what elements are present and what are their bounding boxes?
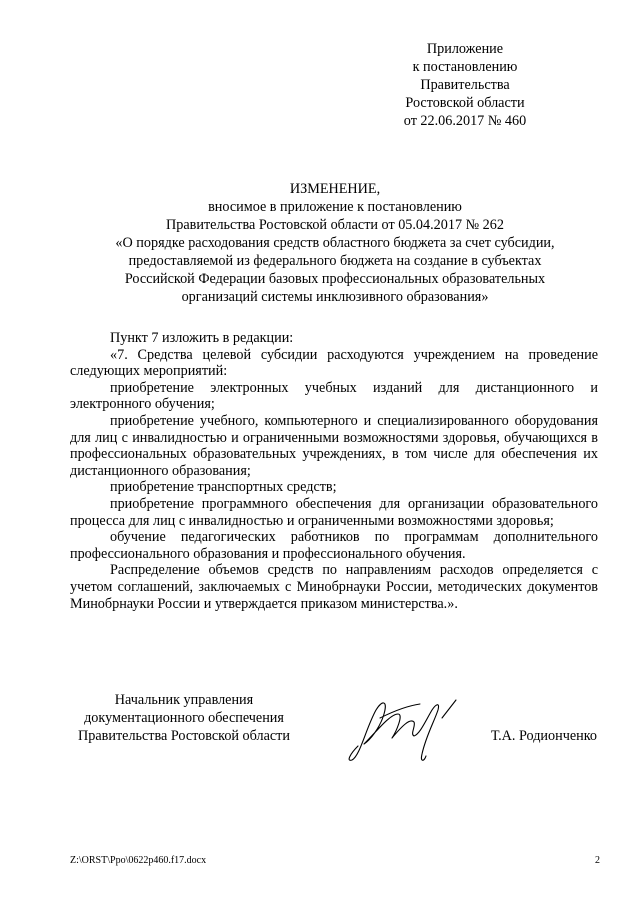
handwritten-signature (340, 688, 460, 768)
document-subtitle (72, 198, 598, 306)
appendix-line: Правительства (420, 77, 510, 93)
page-number: 2 (595, 855, 600, 866)
body-paragraph: приобретение программного обеспечения для организации образовательного процесса для лиц с инвалидностью и ограниченными возможностями здоровья; (70, 495, 598, 529)
appendix-line: к постановлению (412, 59, 518, 75)
file-path: Z:\ORST\Ppo\0622p460.f17.docx (70, 855, 207, 866)
subtitle-line: Российской Федерации базовых профессиональных образовательных (124, 271, 546, 287)
body-paragraph: «7. Средства целевой субсидии расходуются учреждением на проведение следующих мероприятий: (70, 346, 598, 380)
signatory-position-line: Начальник управления (114, 692, 254, 708)
signatory-position-line: Правительства Ростовской области (78, 728, 290, 744)
subtitle-line: вносимое в приложение к постановлению (208, 199, 462, 215)
body-paragraph: приобретение электронных учебных изданий для дистанционного и электронного обучения; (70, 379, 598, 413)
appendix-line: от 22.06.2017 № 460 (403, 113, 527, 129)
body-paragraph: Пункт 7 изложить в редакции: (110, 330, 294, 346)
appendix-block (365, 40, 565, 130)
document-title: ИЗМЕНЕНИЕ, (289, 181, 381, 197)
document-body (70, 330, 598, 612)
signatory-name: Т.А. Родионченко (490, 728, 597, 744)
body-paragraph: приобретение учебного, компьютерного и специализированного оборудования для лиц с инвалидностью и ограниченными возможностями здоровья, обучающихся в профессиональных образовательных учреждениях, в том числе для обеспечения их дистанционного образования; (70, 412, 598, 479)
body-paragraph: приобретение транспортных средств; (110, 479, 337, 496)
appendix-line: Приложение (426, 41, 504, 57)
subtitle-line: организаций системы инклюзивного образования» (181, 289, 489, 305)
body-paragraph: обучение педагогических работников по программам дополнительного профессионального образования и профессионального обучения. (70, 529, 598, 562)
signatory-position-line: документационного обеспечения (84, 710, 284, 726)
subtitle-line: предоставляемой из федерального бюджета на создание в субъектах (128, 253, 542, 269)
signatory-position (66, 691, 302, 745)
appendix-line: Ростовской области (405, 95, 525, 111)
subtitle-line: Правительства Ростовской области от 05.04.2017 № 262 (166, 217, 504, 233)
subtitle-line: «О порядке расходования средств областного бюджета за счет субсидии, (115, 235, 555, 251)
body-paragraph: Распределение объемов средств по направлениям расходов определяется с учетом соглашений, заключаемых с Минобрнауки России, методических документов Минобрнауки России и утверждается приказом министерства.». (70, 562, 598, 612)
